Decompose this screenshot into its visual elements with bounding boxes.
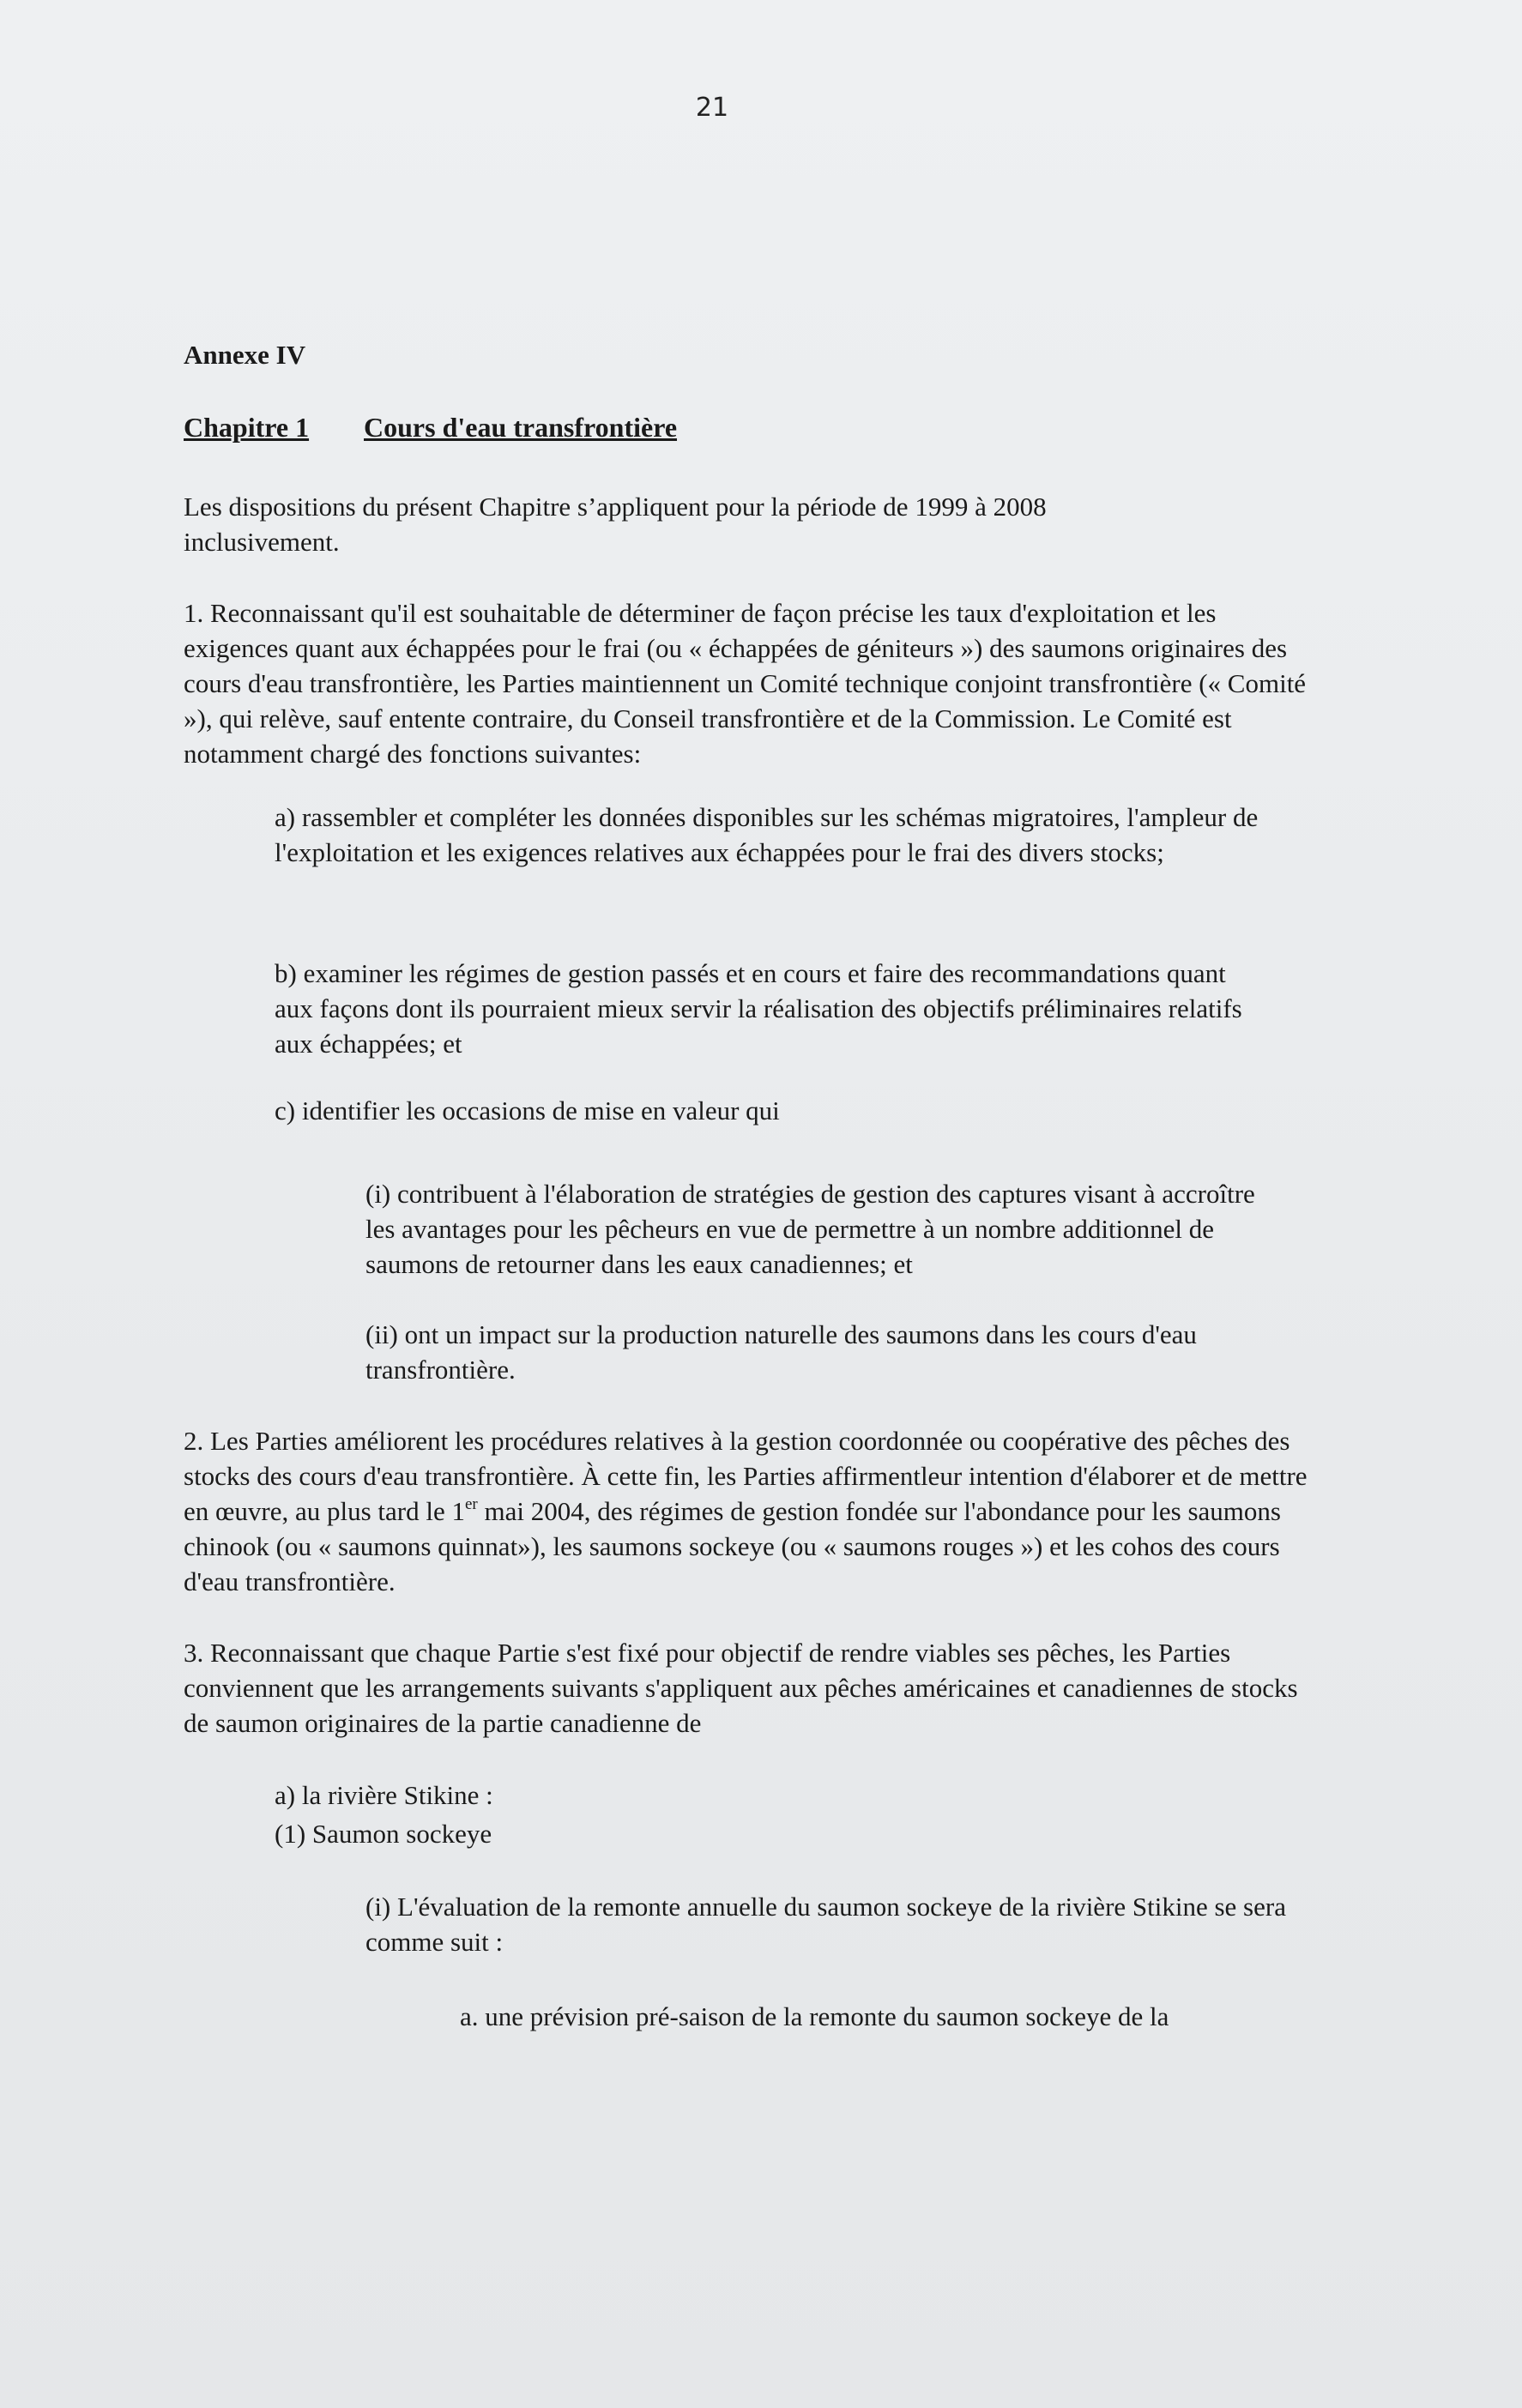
paragraph-1-item-c: c) identifier les occasions de mise en valeur qui [275, 1095, 780, 1126]
paragraph-2-part-1: 2. Les Parties améliorent les procédures relatives à la gestion coordonnée ou coopérative des pêches des stocks des cours d'eau transfrontière. À cette fin, les Parties affirmentleur intention d'élaborer et de mettre en œuvre, au plus tard le 1 [184, 1426, 1308, 1526]
chapter-title: Cours d'eau transfrontière [364, 412, 678, 443]
intro-paragraph: Les dispositions du présent Chapitre s’appliquent pour la période de 1999 à 2008 inclusivement. [184, 492, 1047, 557]
paragraph-1-item-b: b) examiner les régimes de gestion passés et en cours et faire des recommandations quant aux façons dont ils pourraient mieux servir la réalisation des objectifs préliminaires relatifs aux échappées; et [275, 958, 1242, 1059]
paragraph-3: 3. Reconnaissant que chaque Partie s'est fixé pour objectif de rendre viables ses pêches, les Parties conviennent que les arrangements suivants s'appliquent aux pêches américaines et canadiennes de stocks de saumon originaires de la partie canadienne de [184, 1638, 1298, 1738]
paragraph-3-item-a-1-i-a: a. une prévision pré-saison de la remonte du saumon sockeye de la [460, 2001, 1169, 2031]
paragraph-2 [184, 1423, 1325, 1599]
chapter-heading [184, 412, 677, 444]
paragraph-2-part-2: mai 2004, des régimes de gestion fondée sur l'abondance pour les saumons chinook (ou « saumons quinnat»), les saumons sockeye (ou « saumons rouges ») et les cohos des cours d'eau transfrontière. [184, 1496, 1281, 1596]
annex-title: Annexe IV [184, 340, 306, 370]
paragraph-1: 1. Reconnaissant qu'il est souhaitable de déterminer de façon précise les taux d'exploitation et les exigences quant aux échappées pour le frai (ou « échappées de géniteurs ») des saumons originaires des cours d'eau transfrontière, les Parties maintiennent un Comité technique conjoint transfrontière (« Comité »), qui relève, sauf entente contraire, du Conseil transfrontière et de la Commission. Le Comité est notamment chargé des fonctions suivantes: [184, 598, 1307, 769]
paragraph-1-item-c-ii: (ii) ont un impact sur la production naturelle des saumons dans les cours d'eau transfrontière. [365, 1319, 1197, 1385]
page-number: 21 [695, 93, 729, 123]
paragraph-1-item-a: a) rassembler et compléter les données disponibles sur les schémas migratoires, l'ampleur de l'exploitation et les exigences relatives aux échappées pour le frai des divers stocks; [275, 802, 1259, 867]
paragraph-3-item-a: a) la rivière Stikine : [275, 1780, 493, 1810]
paragraph-3-item-a-1: (1) Saumon sockeye [275, 1819, 492, 1849]
paragraph-3-item-a-1-i: (i) L'évaluation de la remonte annuelle du saumon sockeye de la rivière Stikine se sera comme suit : [365, 1892, 1286, 1957]
paragraph-2-superscript: er [464, 1494, 478, 1513]
chapter-number: Chapitre 1 [184, 412, 310, 443]
paragraph-1-item-c-i: (i) contribuent à l'élaboration de stratégies de gestion des captures visant à accroître les avantages pour les pêcheurs en vue de permettre à un nombre additionnel de saumons de retourner dans les eaux canadiennes; et [365, 1179, 1255, 1279]
